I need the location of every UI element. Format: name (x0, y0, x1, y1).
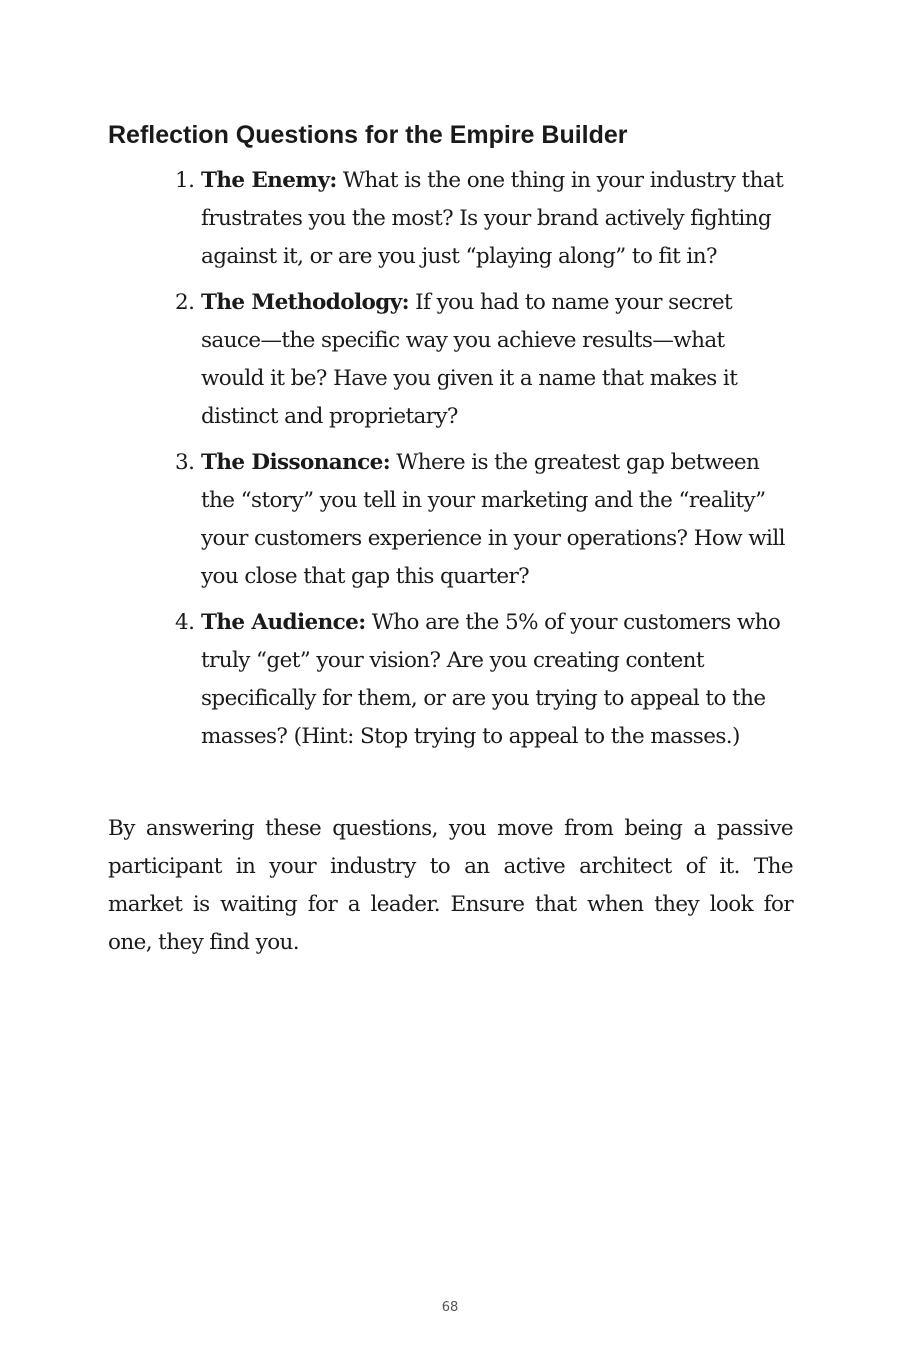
question-number: 4. (175, 610, 195, 635)
question-number: 3. (175, 450, 195, 475)
question-term: The Enemy: (201, 168, 337, 193)
question-text: Where is the greatest gap between the “story” you tell in your marketing and the “reality” your customers experience in your operations? How will you close that gap this quarter? (201, 450, 785, 589)
question-text: What is the one thing in your industry that frustrates you the most? Is your brand actively fighting against it, or are you just “playing along” to fit in? (201, 168, 784, 269)
closing-paragraph: By answering these questions, you move from being a passive participant in your industry to an active architect of it. The market is waiting for a leader. Ensure that when they look for one, they find you. (108, 816, 793, 955)
reflection-questions-list (0, 162, 900, 764)
question-item-enemy (0, 162, 786, 276)
question-term: The Methodology: (201, 290, 409, 315)
question-number: 1. (175, 168, 195, 193)
question-item-dissonance (0, 444, 786, 596)
question-term: The Audience: (201, 610, 366, 635)
question-text: Who are the 5% of your customers who truly “get” your vision? Are you creating content specifically for them, or are you trying to appeal to the masses? (Hint: Stop trying to appeal to the masses.) (201, 610, 781, 749)
question-number: 2. (175, 290, 195, 315)
question-text: If you had to name your secret sauce—the specific way you achieve results—what would it be? Have you given it a name that makes it distinct and proprietary? (201, 290, 738, 429)
question-item-audience (0, 604, 786, 756)
question-term: The Dissonance: (201, 450, 391, 475)
question-item-methodology (0, 284, 786, 436)
page-number: 68 (441, 1300, 459, 1315)
section-heading: Reflection Questions for the Empire Builder (108, 121, 628, 149)
